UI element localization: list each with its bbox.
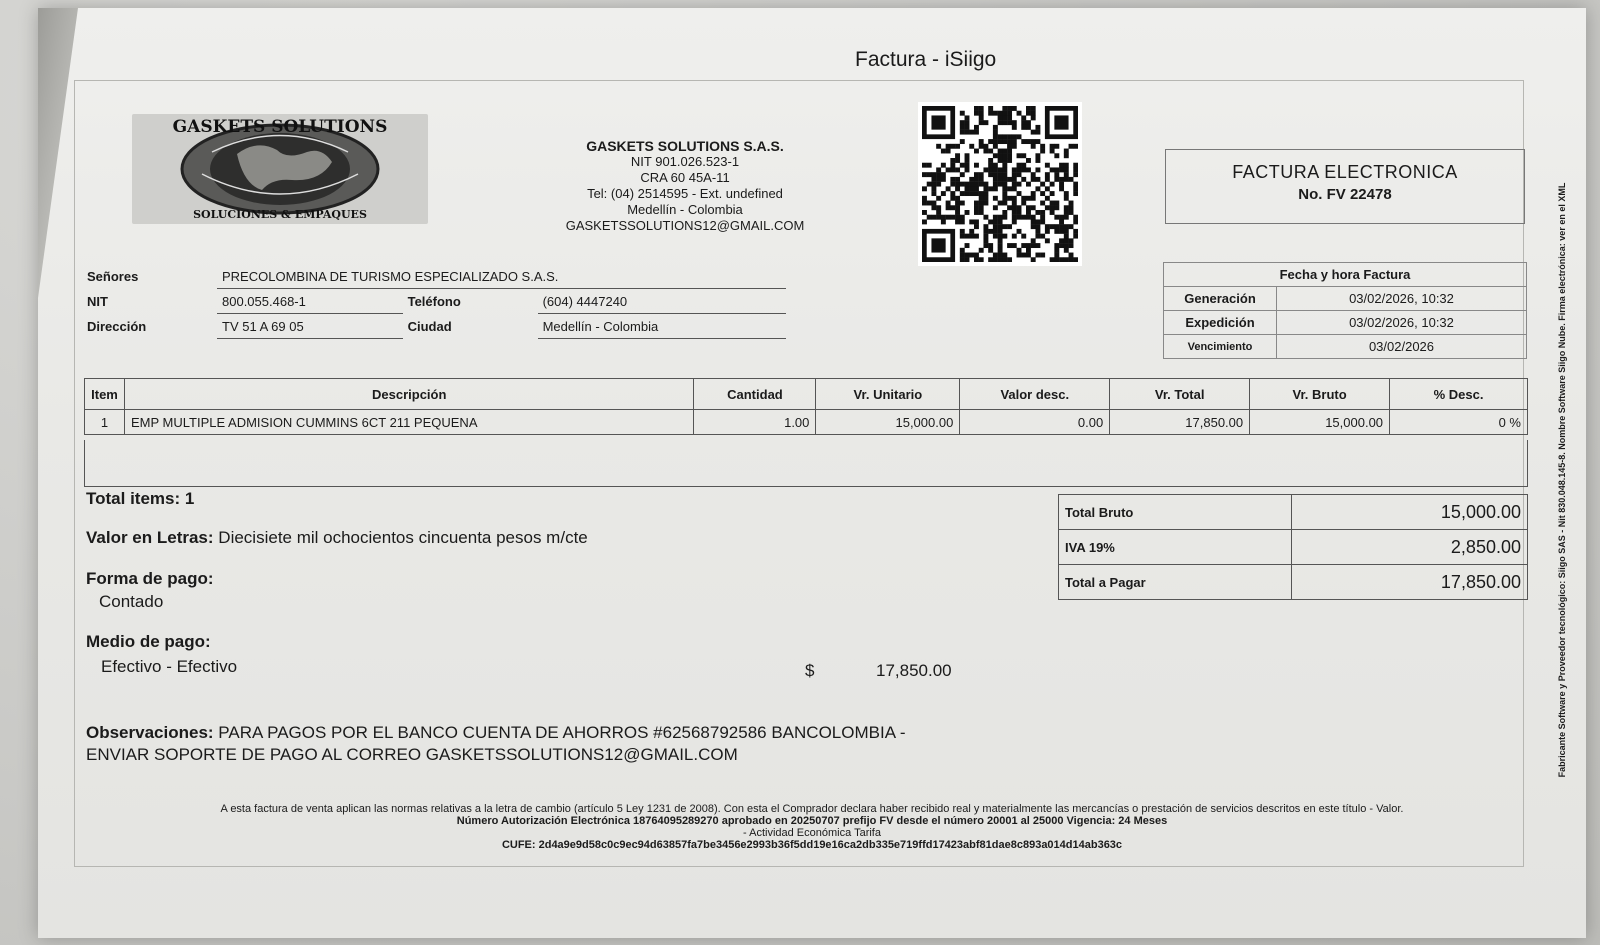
total-pagar-label: Total a Pagar (1059, 565, 1292, 600)
cell-cantidad: 1.00 (694, 410, 816, 435)
cell-vr-bruto: 15,000.00 (1250, 410, 1390, 435)
currency-symbol: $ (805, 661, 815, 680)
invoice-type: FACTURA ELECTRONICA (1232, 162, 1458, 182)
medio-pago-value: Efectivo - Efectivo (101, 657, 238, 676)
dates-header: Fecha y hora Factura (1164, 263, 1527, 287)
total-items: Total items: 1 (86, 489, 195, 508)
col-header-pct-desc: % Desc. (1390, 379, 1528, 410)
client-label-nit: NIT (87, 293, 108, 309)
qr-code-icon (918, 102, 1082, 266)
company-city: Medellín - Colombia (627, 202, 743, 217)
client-label-direccion: Dirección (87, 318, 147, 334)
date-value-generacion: 03/02/2026, 10:32 (1277, 287, 1527, 311)
client-nit: 800.055.468-1 (217, 289, 403, 314)
logo-text-bottom: SOLUCIONES & EMPAQUES (193, 208, 367, 221)
client-label-ciudad: Ciudad (407, 318, 452, 334)
iva-label: IVA 19% (1059, 530, 1292, 565)
totals-table (1058, 494, 1528, 600)
dates-table (1163, 262, 1527, 359)
client-ciudad: Medellín - Colombia (538, 314, 786, 339)
client-label-telefono: Teléfono (407, 293, 461, 309)
company-email: GASKETSSOLUTIONS12@GMAIL.COM (565, 218, 805, 233)
col-header-vr-bruto: Vr. Bruto (1250, 379, 1390, 410)
col-header-item: Item (85, 379, 125, 410)
cufe: CUFE: 2d4a9e9d58c0c9ec94d63857fa7be3456e2993b36f5dd19e16ca2db335e719ffd17423abf81dae8c893a014d14ab363c (501, 839, 1123, 851)
invoice-number-box (1165, 149, 1525, 224)
col-header-descripcion: Descripción (124, 379, 693, 410)
paper-fold (38, 8, 78, 298)
items-header-row (85, 379, 1528, 410)
cell-vr-total: 17,850.00 (1110, 410, 1250, 435)
date-value-vencimiento: 03/02/2026 (1277, 335, 1527, 359)
valor-en-letras (86, 528, 588, 548)
iva-value: 2,850.00 (1292, 530, 1528, 565)
client-name: PRECOLOMBINA DE TURISMO ESPECIALIZADO S.A.S. (217, 264, 786, 289)
total-bruto-value: 15,000.00 (1292, 495, 1528, 530)
legal-footer (112, 803, 1512, 851)
date-label-expedicion: Expedición (1164, 311, 1277, 335)
letras-value: Diecisiete mil ochocientos cincuenta pesos m/cte (218, 528, 588, 547)
legal-line2: Número Autorización Electrónica 18764095289270 aprobado en 20250707 prefijo FV desde el número 20001 al 25000 Vigencia: 24 Meses (456, 815, 1168, 827)
observaciones-line2: ENVIAR SOPORTE DE PAGO AL CORREO GASKETSSOLUTIONS12@GMAIL.COM (86, 745, 738, 764)
vendor-side-text: Fabricante Software y Proveedor tecnológico: Siigo SAS - Nit 830.048.145-8. Nombre Software Siigo Nube. Firma electrónica: ver en el XML (1557, 182, 1567, 778)
client-telefono: (604) 4447240 (538, 289, 786, 314)
cell-pct-desc: 0 % (1390, 410, 1528, 435)
cell-item: 1 (85, 410, 125, 435)
forma-pago-label: Forma de pago: (86, 569, 214, 588)
legal-line3: - Actividad Económica Tarifa (743, 827, 881, 839)
cell-valor-desc: 0.00 (960, 410, 1110, 435)
client-info (82, 264, 786, 339)
company-info (545, 138, 825, 234)
medio-pago-label: Medio de pago: (86, 632, 211, 651)
letras-label: Valor en Letras: (86, 528, 214, 547)
medio-pago-amount: 17,850.00 (876, 661, 952, 680)
total-pagar-value: 17,850.00 (1292, 565, 1528, 600)
client-label-senores: Señores (87, 268, 139, 284)
observaciones (86, 722, 1046, 766)
print-title: Factura - iSiigo (855, 48, 997, 71)
logo-text-top: GASKETS SOLUTIONS (172, 117, 388, 137)
invoice-number: No. FV 22478 (1298, 186, 1392, 203)
col-header-vr-unitario: Vr. Unitario (816, 379, 960, 410)
observaciones-label: Observaciones: (86, 723, 214, 742)
items-table (84, 378, 1528, 435)
col-header-vr-total: Vr. Total (1110, 379, 1250, 410)
cell-vr-unitario: 15,000.00 (816, 410, 960, 435)
legal-line1: A esta factura de venta aplican las normas relativas a la letra de cambio (artículo 5 Ley 1231 de 2008). Con esta el Comprador declara haber recibido real y materialmente las mercancías o prestación de servicios descritos en este título - Valor. (220, 803, 1404, 815)
date-value-expedicion: 03/02/2026, 10:32 (1277, 311, 1527, 335)
date-label-generacion: Generación (1164, 287, 1277, 311)
items-empty-area (84, 440, 1528, 487)
company-nit: NIT 901.026.523-1 (630, 154, 740, 169)
client-direccion: TV 51 A 69 05 (217, 314, 403, 339)
forma-pago-value: Contado (99, 592, 164, 611)
company-phone: Tel: (04) 2514595 - Ext. undefined (587, 186, 783, 201)
col-header-cantidad: Cantidad (694, 379, 816, 410)
observaciones-line1: PARA PAGOS POR EL BANCO CUENTA DE AHORROS #62568792586 BANCOLOMBIA - (218, 723, 906, 742)
col-header-valor-desc: Valor desc. (960, 379, 1110, 410)
table-row (85, 410, 1528, 435)
cell-descripcion: EMP MULTIPLE ADMISION CUMMINS 6CT 211 PEQUENA (124, 410, 693, 435)
globe-logo-icon (132, 114, 428, 224)
total-bruto-label: Total Bruto (1059, 495, 1292, 530)
company-name: GASKETS SOLUTIONS S.A.S. (586, 138, 784, 154)
date-label-vencimiento: Vencimiento (1164, 335, 1277, 359)
company-logo (132, 114, 428, 224)
company-address: CRA 60 45A-11 (640, 170, 730, 185)
